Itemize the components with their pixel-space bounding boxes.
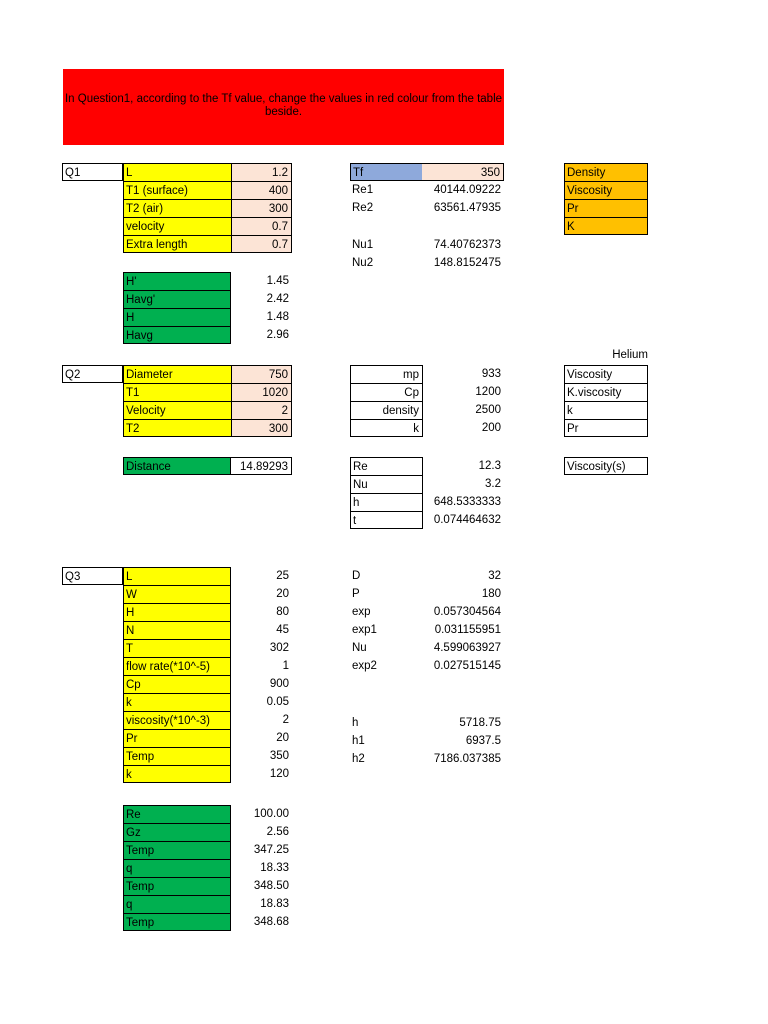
q2-input-value[interactable]: 750 <box>231 365 292 383</box>
q2-input-value[interactable]: 300 <box>231 419 292 437</box>
q3-result-value[interactable]: 347.25 <box>253 844 289 856</box>
q3-label[interactable]: Q3 <box>62 567 123 585</box>
q1-input-label[interactable]: Extra length <box>123 235 231 253</box>
property-label[interactable]: Viscosity <box>564 181 648 199</box>
helium-title: Helium <box>612 349 648 361</box>
q3-result-label[interactable]: Temp <box>123 913 231 931</box>
q3-calc-value[interactable]: 6937.5 <box>465 735 501 747</box>
q3-result-label[interactable]: Gz <box>123 823 231 841</box>
q3-calc-label[interactable]: D <box>352 570 361 582</box>
material-label[interactable]: density <box>350 401 423 419</box>
q1-calc-label[interactable]: Nu2 <box>352 257 374 269</box>
q3-input-label[interactable]: L <box>123 567 231 585</box>
q3-input-label[interactable]: H <box>123 603 231 621</box>
property-label[interactable]: Pr <box>564 199 648 217</box>
q1-calc-value[interactable]: 63561.47935 <box>433 202 501 214</box>
q3-result-value[interactable]: 100.00 <box>253 808 289 820</box>
q2-input-label[interactable]: Velocity <box>123 401 231 419</box>
q3-result-value[interactable]: 18.83 <box>260 898 289 910</box>
q1-input-value[interactable]: 0.7 <box>231 217 292 235</box>
q3-input-value[interactable]: 302 <box>269 642 289 654</box>
q3-input-value[interactable]: 2 <box>282 714 289 726</box>
q1-calc-label[interactable]: Nu1 <box>352 239 374 251</box>
q3-calc-label[interactable]: Nu <box>352 642 367 654</box>
q3-result-label[interactable]: Re <box>123 805 231 823</box>
q3-input-value[interactable]: 20 <box>276 588 289 600</box>
q3-input-label[interactable]: viscosity(*10^-3) <box>123 711 231 729</box>
q3-result-label[interactable]: q <box>123 895 231 913</box>
q3-result-label[interactable]: Temp <box>123 841 231 859</box>
material-label[interactable]: Cp <box>350 383 423 401</box>
property-label[interactable]: Density <box>564 163 648 181</box>
q3-input-value[interactable]: 120 <box>269 768 289 780</box>
q2-calc-value[interactable]: 0.074464632 <box>433 514 501 526</box>
q3-input-label[interactable]: Cp <box>123 675 231 693</box>
q3-input-value[interactable]: 20 <box>276 732 289 744</box>
q1-input-label[interactable]: T1 (surface) <box>123 181 231 199</box>
q3-result-label[interactable]: q <box>123 859 231 877</box>
q3-input-label[interactable]: N <box>123 621 231 639</box>
material-value[interactable]: 2500 <box>475 404 501 416</box>
q3-input-label[interactable]: T <box>123 639 231 657</box>
q3-input-value[interactable]: 25 <box>276 570 289 582</box>
q3-calc-label[interactable]: exp1 <box>352 624 377 636</box>
q1-input-value[interactable]: 400 <box>231 181 292 199</box>
q3-input-value[interactable]: 80 <box>276 606 289 618</box>
q1-input-label[interactable]: T2 (air) <box>123 199 231 217</box>
q2-label[interactable]: Q2 <box>62 365 123 383</box>
q2-calc-label[interactable]: Re <box>350 457 423 475</box>
helium-property[interactable]: Pr <box>564 419 648 437</box>
q2-input-label[interactable]: T2 <box>123 419 231 437</box>
q3-calc-value[interactable]: 0.027515145 <box>433 660 501 672</box>
q3-input-value[interactable]: 1 <box>282 660 289 672</box>
tf-value[interactable]: 350 <box>422 163 504 181</box>
q3-result-value[interactable]: 18.33 <box>260 862 289 874</box>
q1-result-value[interactable]: 1.45 <box>266 275 289 287</box>
q3-input-label[interactable]: Temp <box>123 747 231 765</box>
q1-result-label[interactable]: H <box>123 308 231 326</box>
material-label[interactable]: mp <box>350 365 423 383</box>
q3-calc-label[interactable]: h1 <box>352 735 365 747</box>
helium-property[interactable]: K.viscosity <box>564 383 648 401</box>
q3-input-value[interactable]: 900 <box>269 678 289 690</box>
q3-input-value[interactable]: 45 <box>276 624 289 636</box>
q2-calc-label[interactable]: Nu <box>350 475 423 493</box>
q1-label[interactable]: Q1 <box>62 163 123 181</box>
q1-result-label[interactable]: Havg' <box>123 290 231 308</box>
q3-calc-value[interactable]: 32 <box>488 570 501 582</box>
q3-calc-label[interactable]: h2 <box>352 753 365 765</box>
instruction-text: In Question1, according to the Tf value, change the values in red colour from the table beside. <box>64 93 503 118</box>
q2-input-label[interactable]: Diameter <box>123 365 231 383</box>
q1-result-value[interactable]: 2.42 <box>266 293 289 305</box>
helium-property[interactable]: k <box>564 401 648 419</box>
material-value[interactable]: 933 <box>481 368 501 380</box>
q2-calc-label[interactable]: h <box>350 493 423 511</box>
q1-result-value[interactable]: 2.96 <box>266 329 289 341</box>
q1-input-label[interactable]: L <box>123 163 231 181</box>
q3-result-value[interactable]: 2.56 <box>266 826 289 838</box>
q3-input-value[interactable]: 350 <box>269 750 289 762</box>
q2-input-value[interactable]: 2 <box>231 401 292 419</box>
q3-calc-value[interactable]: 4.599063927 <box>433 642 501 654</box>
q3-input-label[interactable]: k <box>123 765 231 783</box>
q3-calc-value[interactable]: 0.031155951 <box>434 624 501 636</box>
q3-input-label[interactable]: W <box>123 585 231 603</box>
q1-input-value[interactable]: 0.7 <box>231 235 292 253</box>
q3-input-label[interactable]: k <box>123 693 231 711</box>
q3-calc-value[interactable]: 180 <box>481 588 501 600</box>
q3-input-value[interactable]: 0.05 <box>266 696 289 708</box>
material-label[interactable]: k <box>350 419 423 437</box>
q2-input-label[interactable]: T1 <box>123 383 231 401</box>
q2-calc-value[interactable]: 3.2 <box>485 478 501 490</box>
q3-calc-value[interactable]: 7186.037385 <box>433 753 501 765</box>
q3-calc-label[interactable]: P <box>352 588 360 600</box>
distance-value[interactable]: 14.89293 <box>230 457 292 475</box>
q2-calc-value[interactable]: 12.3 <box>478 460 501 472</box>
viscosity-s-label[interactable]: Viscosity(s) <box>564 457 648 475</box>
q2-calc-label[interactable]: t <box>350 511 423 529</box>
q3-calc-label[interactable]: h <box>352 717 359 729</box>
q3-input-label[interactable]: Pr <box>123 729 231 747</box>
q1-calc-value[interactable]: 74.40762373 <box>433 239 501 251</box>
q1-result-value[interactable]: 1.48 <box>266 311 289 323</box>
q2-input-value[interactable]: 1020 <box>231 383 292 401</box>
q1-calc-label[interactable]: Re2 <box>352 202 374 214</box>
q1-input-value[interactable]: 1.2 <box>231 163 292 181</box>
q3-calc-label[interactable]: exp <box>352 606 371 618</box>
instruction-banner <box>63 69 504 145</box>
q3-input-label[interactable]: flow rate(*10^-5) <box>123 657 231 675</box>
q3-calc-label[interactable]: exp2 <box>352 660 377 672</box>
q3-result-value[interactable]: 348.50 <box>253 880 289 892</box>
q1-calc-value[interactable]: 40144.09222 <box>433 184 501 196</box>
helium-property[interactable]: Viscosity <box>564 365 648 383</box>
q3-calc-value[interactable]: 0.057304564 <box>433 606 501 618</box>
q1-input-value[interactable]: 300 <box>231 199 292 217</box>
q1-input-label[interactable]: velocity <box>123 217 231 235</box>
q2-calc-value[interactable]: 648.5333333 <box>433 496 501 508</box>
material-value[interactable]: 1200 <box>475 386 501 398</box>
q1-calc-label[interactable]: Re1 <box>352 184 374 196</box>
q1-result-label[interactable]: H' <box>123 272 231 290</box>
q3-result-value[interactable]: 348.68 <box>253 916 289 928</box>
distance-label[interactable]: Distance <box>123 457 231 475</box>
property-label[interactable]: K <box>564 217 648 235</box>
tf-label[interactable]: Tf <box>350 163 423 181</box>
q3-calc-value[interactable]: 5718.75 <box>459 717 501 729</box>
q3-result-label[interactable]: Temp <box>123 877 231 895</box>
q1-result-label[interactable]: Havg <box>123 326 231 344</box>
material-value[interactable]: 200 <box>481 422 501 434</box>
q1-calc-value[interactable]: 148.8152475 <box>433 257 501 269</box>
